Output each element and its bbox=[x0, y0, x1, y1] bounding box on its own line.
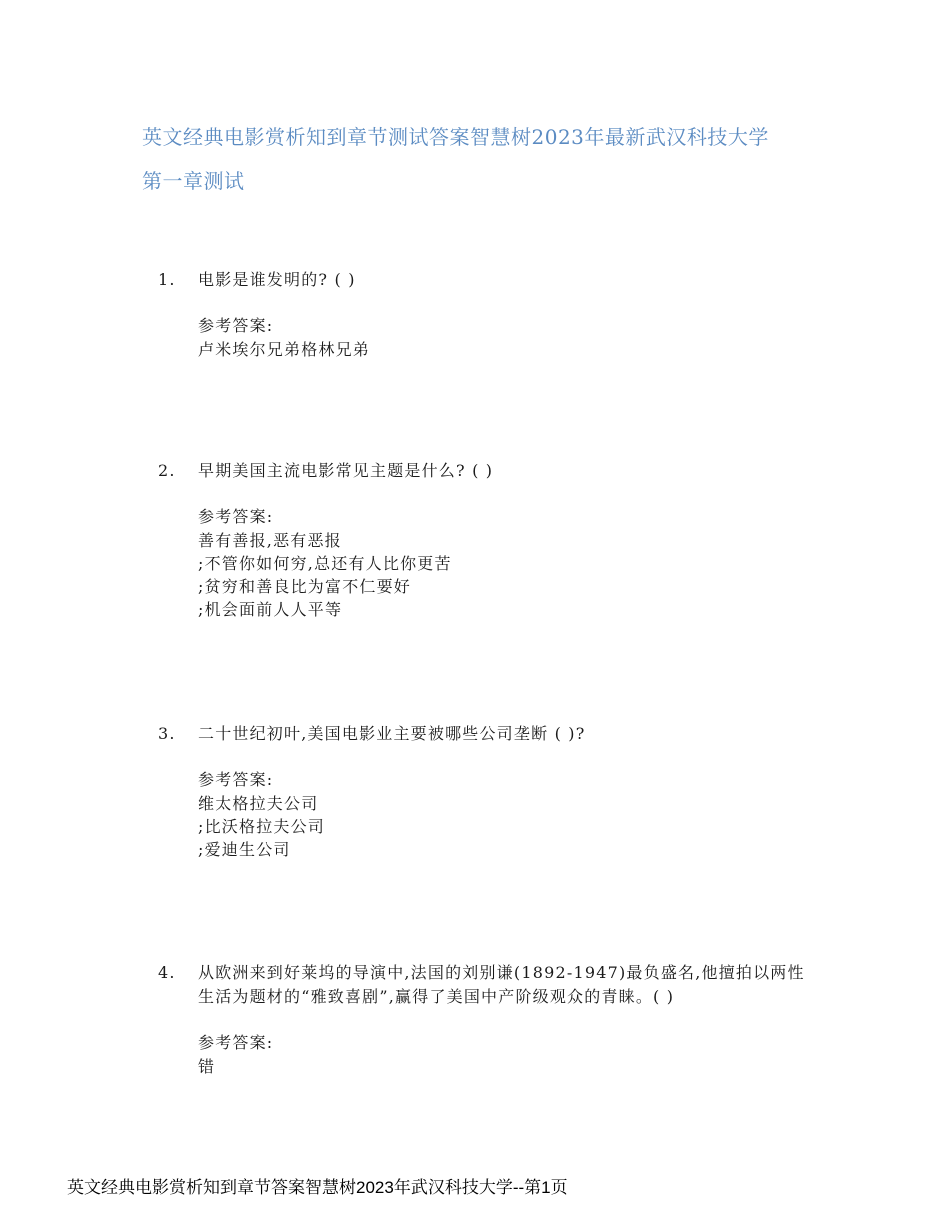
question-number: 3. bbox=[158, 724, 176, 743]
answer-line: 错 bbox=[198, 1057, 216, 1076]
question-1 bbox=[158, 268, 818, 361]
answer-line: 维太格拉夫公司 bbox=[198, 794, 319, 813]
answer-line: 卢米埃尔兄弟格林兄弟 bbox=[198, 340, 371, 359]
answer-line: 善有善报,恶有恶报 bbox=[198, 531, 342, 550]
answer-block bbox=[198, 314, 818, 361]
answer-label: 参考答案: bbox=[198, 770, 274, 789]
page-footer: 英文经典电影赏析知到章节答案智慧树2023年武汉科技大学--第1页 bbox=[67, 1178, 568, 1197]
question-3 bbox=[158, 722, 818, 861]
answer-label: 参考答案: bbox=[198, 316, 274, 335]
question-text: 早期美国主流电影常见主题是什么? ( ) bbox=[198, 461, 494, 480]
question-number: 4. bbox=[158, 963, 176, 982]
answer-line: ;不管你如何穷,总还有人比你更苦 bbox=[198, 554, 452, 573]
answer-block bbox=[198, 1031, 818, 1078]
answer-line: ;贫穷和善良比为富不仁要好 bbox=[198, 577, 411, 596]
question-number: 2. bbox=[158, 461, 176, 480]
question-2 bbox=[158, 459, 818, 621]
answer-label: 参考答案: bbox=[198, 507, 274, 526]
answer-line: ;比沃格拉夫公司 bbox=[198, 817, 325, 836]
answer-line: ;机会面前人人平等 bbox=[198, 600, 343, 619]
answer-block bbox=[198, 505, 818, 621]
answer-label: 参考答案: bbox=[198, 1033, 274, 1052]
question-text: 电影是谁发明的? ( ) bbox=[198, 270, 356, 289]
question-text: 二十世纪初叶,美国电影业主要被哪些公司垄断 ( )? bbox=[198, 724, 586, 743]
question-text: 从欧洲来到好莱坞的导演中,法国的刘别谦(1892-1947)最负盛名,他擅拍以两性生活为题材的“雅致喜剧”,赢得了美国中产阶级观众的青睐。( ) bbox=[198, 963, 805, 1006]
document-title: 英文经典电影赏析知到章节测试答案智慧树2023年最新武汉科技大学 bbox=[142, 125, 769, 149]
answer-line: ;爱迪生公司 bbox=[198, 840, 291, 859]
question-number: 1. bbox=[158, 270, 176, 289]
chapter-heading: 第一章测试 bbox=[142, 169, 245, 193]
answer-block bbox=[198, 768, 818, 861]
question-4 bbox=[158, 961, 818, 1078]
